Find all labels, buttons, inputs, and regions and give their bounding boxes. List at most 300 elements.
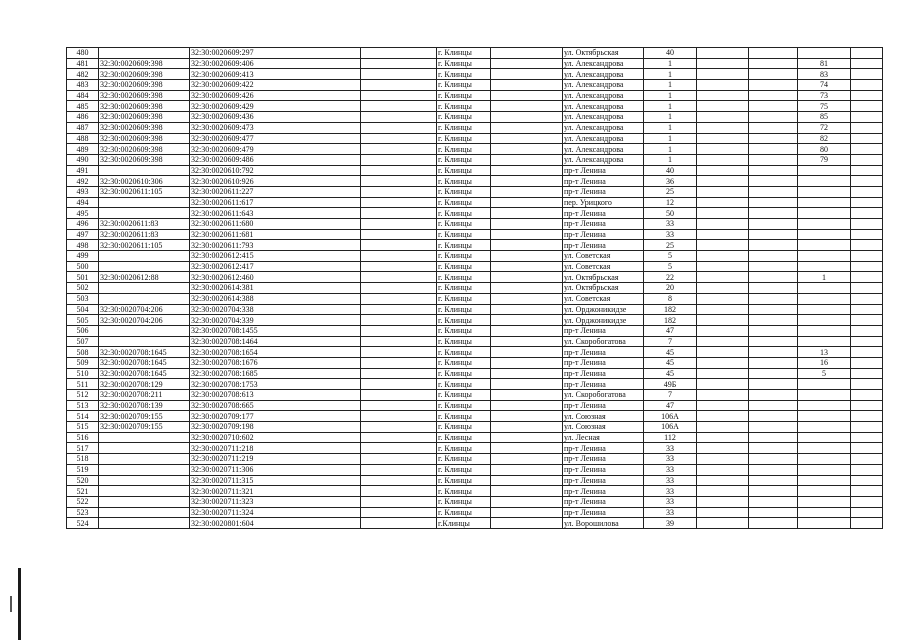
cadastral-number-cell: 32:30:0020609:436: [190, 112, 361, 123]
empty-cell: [697, 293, 749, 304]
street-cell: ул. Александрова: [563, 112, 644, 123]
cadastral-number-cell: 32:30:0020708:613: [190, 390, 361, 401]
city-cell: г. Клинцы: [437, 133, 491, 144]
apartment-number-cell: 82: [798, 133, 851, 144]
apartment-number-cell: [798, 443, 851, 454]
row-number-cell: 513: [67, 400, 99, 411]
street-cell: ул. Скоробогатова: [563, 336, 644, 347]
empty-cell: [361, 293, 437, 304]
empty-cell: [749, 48, 798, 59]
empty-cell: [749, 69, 798, 80]
row-number-cell: 522: [67, 496, 99, 507]
row-number-cell: 494: [67, 197, 99, 208]
cadastral-number-cell: 32:30:0020708:1685: [190, 368, 361, 379]
table-row: [67, 261, 883, 272]
street-cell: пр-т Ленина: [563, 240, 644, 251]
empty-cell: [749, 390, 798, 401]
parent-cadastral-cell: 32:30:0020609:398: [99, 112, 190, 123]
row-number-cell: 509: [67, 357, 99, 368]
empty-cell: [851, 432, 883, 443]
empty-cell: [491, 422, 563, 433]
row-number-cell: 507: [67, 336, 99, 347]
row-number-cell: 497: [67, 229, 99, 240]
row-number-cell: 485: [67, 101, 99, 112]
empty-cell: [491, 486, 563, 497]
empty-cell: [491, 336, 563, 347]
cadastral-number-cell: 32:30:0020711:306: [190, 464, 361, 475]
street-cell: пр-т Ленина: [563, 464, 644, 475]
empty-cell: [491, 443, 563, 454]
house-number-cell: 1: [644, 133, 697, 144]
empty-cell: [749, 411, 798, 422]
table-row: [67, 486, 883, 497]
cadastral-number-cell: 32:30:0020708:1654: [190, 347, 361, 358]
empty-cell: [491, 283, 563, 294]
cadastral-number-cell: 32:30:0020609:479: [190, 144, 361, 155]
apartment-number-cell: [798, 240, 851, 251]
empty-cell: [697, 208, 749, 219]
cadastral-number-cell: 32:30:0020711:323: [190, 496, 361, 507]
city-cell: г. Клинцы: [437, 122, 491, 133]
row-number-cell: 504: [67, 304, 99, 315]
street-cell: ул. Александрова: [563, 90, 644, 101]
table-row: [67, 144, 883, 155]
cadastral-number-cell: 32:30:0020609:422: [190, 80, 361, 91]
empty-cell: [697, 251, 749, 262]
city-cell: г. Клинцы: [437, 48, 491, 59]
table-row: [67, 186, 883, 197]
table-row: [67, 475, 883, 486]
empty-cell: [749, 464, 798, 475]
empty-cell: [697, 240, 749, 251]
empty-cell: [697, 101, 749, 112]
table-row: [67, 390, 883, 401]
empty-cell: [697, 186, 749, 197]
house-number-cell: 45: [644, 368, 697, 379]
table-row: [67, 165, 883, 176]
scan-edge-mark: [18, 568, 21, 640]
row-number-cell: 482: [67, 69, 99, 80]
row-number-cell: 517: [67, 443, 99, 454]
row-number-cell: 480: [67, 48, 99, 59]
empty-cell: [491, 58, 563, 69]
parent-cadastral-cell: 32:30:0020609:398: [99, 69, 190, 80]
empty-cell: [361, 197, 437, 208]
empty-cell: [361, 122, 437, 133]
cadastral-table-body: [67, 48, 883, 529]
empty-cell: [851, 176, 883, 187]
house-number-cell: 1: [644, 58, 697, 69]
empty-cell: [697, 336, 749, 347]
parent-cadastral-cell: [99, 208, 190, 219]
empty-cell: [491, 240, 563, 251]
table-row: [67, 315, 883, 326]
city-cell: г. Клинцы: [437, 379, 491, 390]
empty-cell: [851, 122, 883, 133]
empty-cell: [851, 400, 883, 411]
house-number-cell: 8: [644, 293, 697, 304]
empty-cell: [491, 432, 563, 443]
empty-cell: [361, 486, 437, 497]
empty-cell: [361, 154, 437, 165]
empty-cell: [851, 229, 883, 240]
house-number-cell: 36: [644, 176, 697, 187]
empty-cell: [749, 432, 798, 443]
row-number-cell: 518: [67, 454, 99, 465]
street-cell: ул. Советская: [563, 251, 644, 262]
empty-cell: [361, 229, 437, 240]
house-number-cell: 1: [644, 112, 697, 123]
empty-cell: [851, 496, 883, 507]
street-cell: ул. Советская: [563, 293, 644, 304]
empty-cell: [361, 315, 437, 326]
city-cell: г. Клинцы: [437, 368, 491, 379]
city-cell: г.Клинцы: [437, 518, 491, 529]
parent-cadastral-cell: 32:30:0020609:398: [99, 154, 190, 165]
city-cell: г. Клинцы: [437, 186, 491, 197]
table-row: [67, 240, 883, 251]
empty-cell: [361, 507, 437, 518]
street-cell: пр-т Ленина: [563, 379, 644, 390]
parent-cadastral-cell: [99, 496, 190, 507]
city-cell: г. Клинцы: [437, 357, 491, 368]
city-cell: г. Клинцы: [437, 229, 491, 240]
house-number-cell: 33: [644, 464, 697, 475]
empty-cell: [491, 507, 563, 518]
empty-cell: [491, 122, 563, 133]
empty-cell: [697, 315, 749, 326]
empty-cell: [851, 208, 883, 219]
parent-cadastral-cell: 32:30:0020609:398: [99, 144, 190, 155]
table-row: [67, 208, 883, 219]
table-row: [67, 293, 883, 304]
house-number-cell: 33: [644, 475, 697, 486]
house-number-cell: 33: [644, 507, 697, 518]
apartment-number-cell: 79: [798, 154, 851, 165]
cadastral-number-cell: 32:30:0020611:227: [190, 186, 361, 197]
house-number-cell: 1: [644, 154, 697, 165]
street-cell: ул. Александрова: [563, 144, 644, 155]
cadastral-number-cell: 32:30:0020704:339: [190, 315, 361, 326]
apartment-number-cell: [798, 208, 851, 219]
empty-cell: [491, 379, 563, 390]
parent-cadastral-cell: 32:30:0020609:398: [99, 80, 190, 91]
empty-cell: [697, 154, 749, 165]
city-cell: г. Клинцы: [437, 400, 491, 411]
table-row: [67, 304, 883, 315]
row-number-cell: 498: [67, 240, 99, 251]
apartment-number-cell: [798, 518, 851, 529]
cadastral-number-cell: 32:30:0020611:617: [190, 197, 361, 208]
house-number-cell: 33: [644, 486, 697, 497]
empty-cell: [697, 304, 749, 315]
cadastral-number-cell: 32:30:0020711:315: [190, 475, 361, 486]
empty-cell: [851, 165, 883, 176]
row-number-cell: 488: [67, 133, 99, 144]
cadastral-number-cell: 32:30:0020704:338: [190, 304, 361, 315]
house-number-cell: 7: [644, 390, 697, 401]
empty-cell: [851, 69, 883, 80]
empty-cell: [749, 186, 798, 197]
table-row: [67, 69, 883, 80]
city-cell: г. Клинцы: [437, 443, 491, 454]
house-number-cell: 5: [644, 251, 697, 262]
empty-cell: [361, 347, 437, 358]
empty-cell: [749, 400, 798, 411]
empty-cell: [361, 112, 437, 123]
empty-cell: [697, 133, 749, 144]
apartment-number-cell: 85: [798, 112, 851, 123]
empty-cell: [491, 176, 563, 187]
empty-cell: [749, 507, 798, 518]
house-number-cell: 40: [644, 48, 697, 59]
cadastral-number-cell: 32:30:0020708:665: [190, 400, 361, 411]
empty-cell: [491, 518, 563, 529]
street-cell: пр-т Ленина: [563, 219, 644, 230]
empty-cell: [491, 251, 563, 262]
table-row: [67, 122, 883, 133]
empty-cell: [851, 325, 883, 336]
empty-cell: [851, 422, 883, 433]
street-cell: пр-т Ленина: [563, 357, 644, 368]
row-number-cell: 486: [67, 112, 99, 123]
table-row: [67, 219, 883, 230]
cadastral-number-cell: 32:30:0020611:680: [190, 219, 361, 230]
empty-cell: [749, 496, 798, 507]
empty-cell: [361, 219, 437, 230]
city-cell: г. Клинцы: [437, 90, 491, 101]
empty-cell: [361, 379, 437, 390]
row-number-cell: 514: [67, 411, 99, 422]
city-cell: г. Клинцы: [437, 422, 491, 433]
house-number-cell: 47: [644, 325, 697, 336]
city-cell: г. Клинцы: [437, 390, 491, 401]
parent-cadastral-cell: 32:30:0020609:398: [99, 90, 190, 101]
house-number-cell: 1: [644, 90, 697, 101]
empty-cell: [361, 432, 437, 443]
empty-cell: [851, 390, 883, 401]
table-row: [67, 432, 883, 443]
parent-cadastral-cell: 32:30:0020709:155: [99, 422, 190, 433]
empty-cell: [749, 304, 798, 315]
empty-cell: [361, 272, 437, 283]
empty-cell: [851, 90, 883, 101]
city-cell: г. Клинцы: [437, 304, 491, 315]
empty-cell: [749, 90, 798, 101]
empty-cell: [361, 261, 437, 272]
parent-cadastral-cell: 32:30:0020704:206: [99, 315, 190, 326]
apartment-number-cell: 73: [798, 90, 851, 101]
empty-cell: [361, 283, 437, 294]
empty-cell: [851, 283, 883, 294]
empty-cell: [361, 390, 437, 401]
empty-cell: [851, 315, 883, 326]
parent-cadastral-cell: [99, 261, 190, 272]
empty-cell: [697, 90, 749, 101]
table-row: [67, 422, 883, 433]
cadastral-number-cell: 32:30:0020709:198: [190, 422, 361, 433]
table-row: [67, 197, 883, 208]
parent-cadastral-cell: [99, 251, 190, 262]
street-cell: пр-т Ленина: [563, 486, 644, 497]
empty-cell: [361, 443, 437, 454]
empty-cell: [851, 411, 883, 422]
empty-cell: [851, 368, 883, 379]
empty-cell: [851, 197, 883, 208]
table-row: [67, 325, 883, 336]
empty-cell: [697, 69, 749, 80]
house-number-cell: 1: [644, 101, 697, 112]
street-cell: ул. Александрова: [563, 58, 644, 69]
apartment-number-cell: [798, 486, 851, 497]
house-number-cell: 33: [644, 454, 697, 465]
empty-cell: [361, 80, 437, 91]
empty-cell: [851, 261, 883, 272]
empty-cell: [697, 357, 749, 368]
row-number-cell: 505: [67, 315, 99, 326]
street-cell: пр-т Ленина: [563, 400, 644, 411]
city-cell: г. Клинцы: [437, 251, 491, 262]
empty-cell: [361, 336, 437, 347]
empty-cell: [851, 133, 883, 144]
empty-cell: [491, 69, 563, 80]
parent-cadastral-cell: [99, 48, 190, 59]
row-number-cell: 503: [67, 293, 99, 304]
empty-cell: [851, 507, 883, 518]
row-number-cell: 483: [67, 80, 99, 91]
parent-cadastral-cell: [99, 336, 190, 347]
empty-cell: [749, 101, 798, 112]
parent-cadastral-cell: [99, 518, 190, 529]
table-row: [67, 379, 883, 390]
house-number-cell: 22: [644, 272, 697, 283]
empty-cell: [697, 325, 749, 336]
empty-cell: [491, 390, 563, 401]
empty-cell: [491, 304, 563, 315]
empty-cell: [361, 58, 437, 69]
apartment-number-cell: [798, 293, 851, 304]
empty-cell: [697, 486, 749, 497]
empty-cell: [851, 443, 883, 454]
street-cell: пр-т Ленина: [563, 347, 644, 358]
empty-cell: [491, 411, 563, 422]
empty-cell: [361, 69, 437, 80]
street-cell: ул. Александрова: [563, 101, 644, 112]
empty-cell: [697, 144, 749, 155]
city-cell: г. Клинцы: [437, 58, 491, 69]
empty-cell: [361, 518, 437, 529]
row-number-cell: 523: [67, 507, 99, 518]
parent-cadastral-cell: 32:30:0020611:83: [99, 219, 190, 230]
row-number-cell: 511: [67, 379, 99, 390]
house-number-cell: 12: [644, 197, 697, 208]
table-row: [67, 80, 883, 91]
cadastral-number-cell: 32:30:0020711:324: [190, 507, 361, 518]
row-number-cell: 515: [67, 422, 99, 433]
row-number-cell: 502: [67, 283, 99, 294]
empty-cell: [749, 229, 798, 240]
table-row: [67, 101, 883, 112]
parent-cadastral-cell: [99, 454, 190, 465]
parent-cadastral-cell: 32:30:0020610:306: [99, 176, 190, 187]
empty-cell: [491, 261, 563, 272]
cadastral-number-cell: 32:30:0020609:406: [190, 58, 361, 69]
empty-cell: [851, 357, 883, 368]
empty-cell: [361, 101, 437, 112]
street-cell: пер. Урицкого: [563, 197, 644, 208]
apartment-number-cell: [798, 315, 851, 326]
apartment-number-cell: [798, 400, 851, 411]
house-number-cell: 25: [644, 240, 697, 251]
empty-cell: [697, 261, 749, 272]
row-number-cell: 510: [67, 368, 99, 379]
empty-cell: [361, 464, 437, 475]
empty-cell: [361, 90, 437, 101]
empty-cell: [491, 48, 563, 59]
table-row: [67, 58, 883, 69]
table-row: [67, 154, 883, 165]
city-cell: г. Клинцы: [437, 240, 491, 251]
empty-cell: [361, 357, 437, 368]
empty-cell: [491, 315, 563, 326]
city-cell: г. Клинцы: [437, 144, 491, 155]
house-number-cell: 20: [644, 283, 697, 294]
city-cell: г. Клинцы: [437, 261, 491, 272]
house-number-cell: 47: [644, 400, 697, 411]
apartment-number-cell: [798, 422, 851, 433]
empty-cell: [697, 475, 749, 486]
house-number-cell: 40: [644, 165, 697, 176]
parent-cadastral-cell: 32:30:0020704:206: [99, 304, 190, 315]
apartment-number-cell: [798, 390, 851, 401]
empty-cell: [697, 422, 749, 433]
house-number-cell: 182: [644, 315, 697, 326]
table-row: [67, 112, 883, 123]
apartment-number-cell: [798, 165, 851, 176]
empty-cell: [749, 518, 798, 529]
parent-cadastral-cell: [99, 293, 190, 304]
empty-cell: [749, 197, 798, 208]
table-row: [67, 229, 883, 240]
empty-cell: [491, 165, 563, 176]
table-row: [67, 368, 883, 379]
street-cell: пр-т Ленина: [563, 443, 644, 454]
table-row: [67, 347, 883, 358]
street-cell: пр-т Ленина: [563, 325, 644, 336]
apartment-number-cell: 16: [798, 357, 851, 368]
empty-cell: [697, 272, 749, 283]
cadastral-number-cell: 32:30:0020609:297: [190, 48, 361, 59]
street-cell: ул. Александрова: [563, 133, 644, 144]
empty-cell: [851, 112, 883, 123]
empty-cell: [697, 176, 749, 187]
apartment-number-cell: [798, 219, 851, 230]
house-number-cell: 45: [644, 347, 697, 358]
street-cell: пр-т Ленина: [563, 229, 644, 240]
empty-cell: [697, 518, 749, 529]
empty-cell: [697, 454, 749, 465]
street-cell: пр-т Ленина: [563, 496, 644, 507]
empty-cell: [749, 165, 798, 176]
empty-cell: [491, 496, 563, 507]
empty-cell: [749, 293, 798, 304]
apartment-number-cell: 1: [798, 272, 851, 283]
empty-cell: [361, 186, 437, 197]
empty-cell: [697, 80, 749, 91]
empty-cell: [851, 101, 883, 112]
empty-cell: [749, 475, 798, 486]
empty-cell: [851, 240, 883, 251]
